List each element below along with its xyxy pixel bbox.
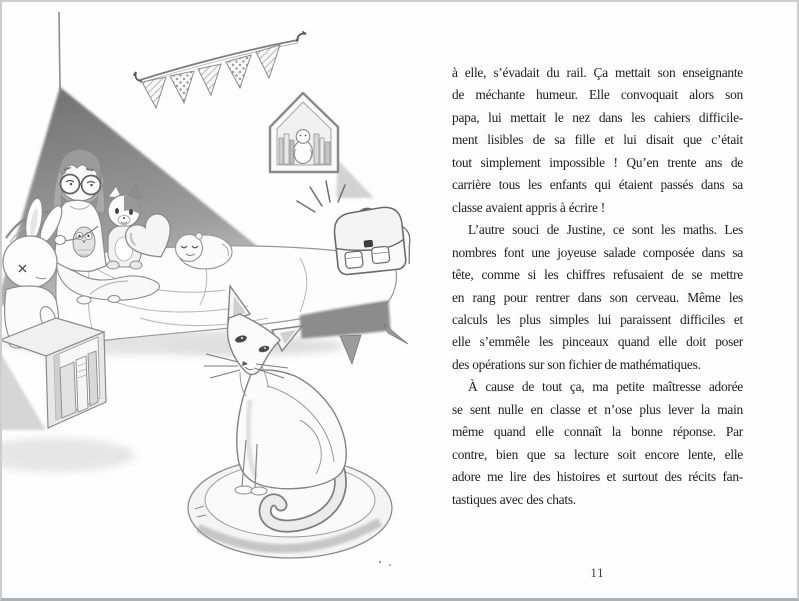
text-line: à elle, s’évadait du rail. Ça mettait son enseignante xyxy=(452,65,743,80)
text-line: même quand elle connaît la bonne réponse. Par xyxy=(452,424,743,440)
text-line: À cause de tout ça, ma petite maîtresse adorée xyxy=(468,379,743,395)
bunting-flag xyxy=(142,77,166,108)
satchel-clasp xyxy=(364,240,374,248)
cube-shelf xyxy=(0,318,106,430)
text-line: tête, comme si les chiffres refusaient de se mettre xyxy=(452,267,743,283)
school-satchel xyxy=(332,205,412,275)
bed-leg xyxy=(384,324,408,344)
text-line: tout simplement impossible ! Qu’en trente ans de xyxy=(452,154,743,170)
bunting-flag xyxy=(198,64,221,95)
girl-foot xyxy=(108,296,120,303)
satchel-pocket xyxy=(345,251,364,269)
bunting-flag xyxy=(226,55,251,88)
text-line: contre, bien que sa lecture soit encore lente, elle xyxy=(452,446,743,462)
bunting-garland xyxy=(134,32,306,108)
text-line: en rang pour rentrer dans son cerveau. Même les xyxy=(452,289,743,305)
text-line: se sent nulle en classe et n’ose plus lever la main xyxy=(452,401,743,417)
text-line: tastiques avec des chats. xyxy=(452,491,576,507)
pencil-dot xyxy=(379,561,381,563)
text-line: des opérations sur son fichier de mathématiques. xyxy=(452,356,701,372)
text-line: classe avaient appris à écrire ! xyxy=(452,199,605,215)
bed-leg xyxy=(340,335,361,364)
text-line: calculs les plus simples lui paraissent difficiles et xyxy=(452,311,743,327)
cat-paw xyxy=(251,487,267,495)
girl-foot xyxy=(77,296,91,304)
page-number: 11 xyxy=(590,566,605,580)
house-shelf xyxy=(270,93,338,172)
pencil-dot xyxy=(389,564,391,566)
girl-hand xyxy=(55,236,66,245)
bunting-flag xyxy=(256,45,280,78)
text-line: carrière tous les enfants qui étaient passés dans sa xyxy=(452,177,743,193)
text-line: nombres font une joyeuse salade composée dans sa xyxy=(452,244,743,260)
cat-paw xyxy=(235,486,253,494)
satchel-pocket xyxy=(371,246,390,264)
text-line: de méchante humeur. Elle convoquait alors son xyxy=(452,87,743,103)
bunting-flag xyxy=(170,71,194,103)
text-line: papa, lui mettait le nez dans les cahiers difficile- xyxy=(452,109,743,125)
text-line: elle s’emmêle les pinceaux quand elle doit poser xyxy=(452,334,743,350)
cube-shelf-shadow xyxy=(0,352,46,430)
wall-corner-line xyxy=(59,12,60,90)
bird-figurine xyxy=(294,130,313,164)
text-line: L’autre souci de Justine, ce sont les maths. Les xyxy=(468,222,743,238)
text-column xyxy=(452,62,743,511)
text-line: adore me lire des histoires et surtout des récits fan- xyxy=(452,469,743,485)
text-line: ment lisibles de sa fille et lui disait que c’était xyxy=(452,132,743,148)
